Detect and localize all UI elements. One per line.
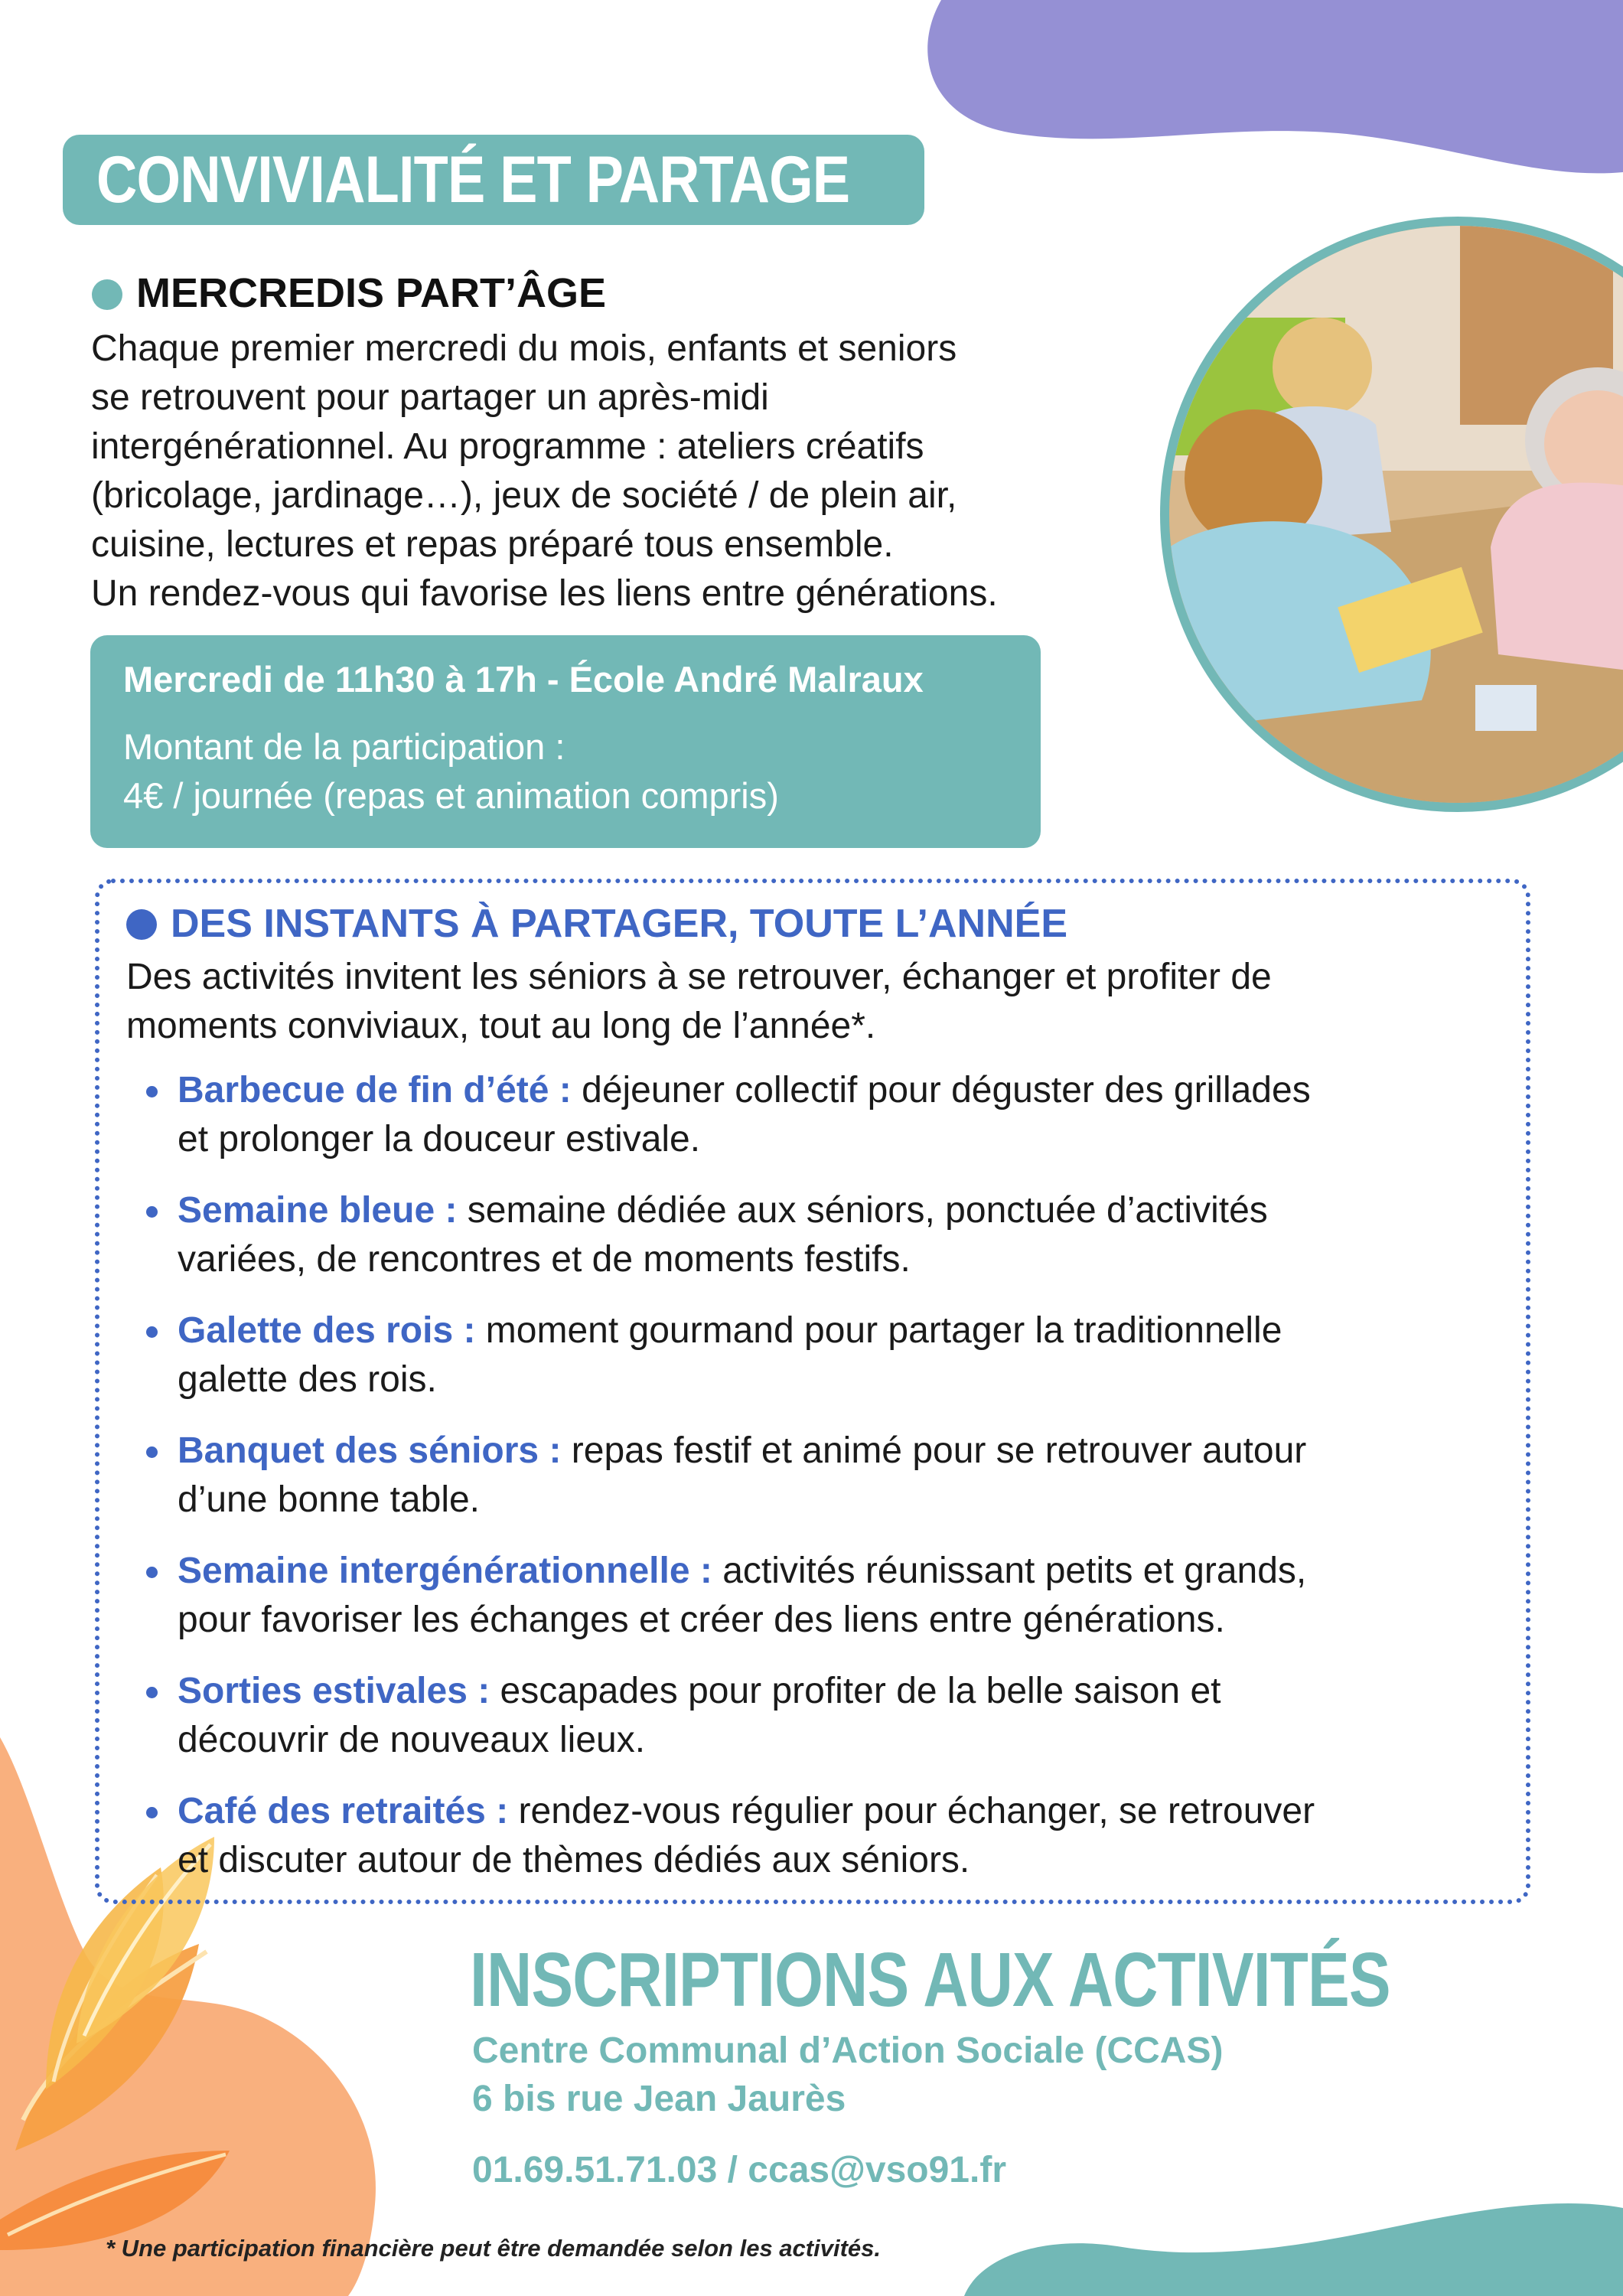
section-paragraph	[91, 325, 1162, 618]
list-item	[144, 1066, 1521, 1164]
bullet-dot-icon	[126, 909, 157, 940]
activity-desc: repas festif et animé pour se retrouver autour	[561, 1430, 1307, 1471]
list-item	[144, 1186, 1521, 1284]
paragraph-line: intergénérationnel. Au programme : ateliers créatifs	[91, 426, 924, 467]
activity-desc-cont: variées, de rencontres et de moments festifs.	[178, 1239, 911, 1280]
activity-term: Barbecue de fin d’été :	[178, 1070, 572, 1110]
paragraph-line: (bricolage, jardinage…), jeux de société / de plein air,	[91, 475, 957, 516]
activity-term: Café des retraités :	[178, 1791, 509, 1831]
inscriptions-title: INSCRIPTIONS AUX ACTIVITÉS	[470, 1937, 1390, 2023]
activity-desc: moment gourmand pour partager la traditionnelle	[475, 1310, 1282, 1351]
contact-info[interactable]: 01.69.51.71.03 / ccas@vso91.fr	[472, 2150, 1006, 2190]
activities-intro	[126, 953, 1272, 1051]
activity-desc-cont: découvrir de nouveaux lieux.	[178, 1720, 646, 1760]
activity-desc-cont: et discuter autour de thèmes dédiés aux séniors.	[178, 1840, 970, 1880]
activity-desc: déjeuner collectif pour déguster des grillades	[571, 1070, 1311, 1110]
section-heading-instants	[126, 897, 1067, 951]
list-item	[144, 1667, 1521, 1765]
activity-desc-cont: d’une bonne table.	[178, 1479, 481, 1520]
paragraph-line: Un rendez-vous qui favorise les liens entre générations.	[91, 573, 998, 614]
activity-desc: activités réunissant petits et grands,	[712, 1551, 1307, 1591]
bullet-dot-icon	[92, 279, 122, 310]
activity-desc: semaine dédiée aux séniors, ponctuée d’activités	[457, 1190, 1268, 1231]
organisation-name: Centre Communal d’Action Sociale (CCAS)	[472, 2030, 1224, 2071]
section-heading-mercredis	[92, 266, 606, 320]
info-schedule: Mercredi de 11h30 à 17h - École André Malraux	[123, 659, 924, 700]
info-box	[90, 635, 1041, 848]
paragraph-line: se retrouvent pour partager un après-midi	[91, 377, 769, 418]
list-item	[144, 1547, 1521, 1645]
list-item	[144, 1427, 1521, 1525]
photo-illustration	[1169, 226, 1623, 803]
activity-term: Banquet des séniors :	[178, 1430, 562, 1471]
activity-desc: escapades pour profiter de la belle saison et	[490, 1671, 1221, 1711]
list-item	[144, 1306, 1521, 1404]
activities-list	[144, 1066, 1521, 1907]
header-banner	[63, 135, 924, 225]
activity-desc-cont: pour favoriser les échanges et créer des liens entre générations.	[178, 1600, 1225, 1640]
activity-term: Semaine intergénérationnelle :	[178, 1551, 712, 1591]
activity-desc-cont: et prolonger la douceur estivale.	[178, 1119, 701, 1159]
activity-desc: rendez-vous régulier pour échanger, se retrouver	[508, 1791, 1315, 1831]
section-heading-text: MERCREDIS PART’ÂGE	[136, 270, 607, 316]
intro-line: moments conviviaux, tout au long de l’année*.	[126, 1006, 876, 1046]
section-heading-text: DES INSTANTS À PARTAGER, TOUTE L’ANNÉE	[171, 902, 1068, 946]
info-price-value: 4€ / journée (repas et animation compris)	[123, 775, 779, 816]
list-item	[144, 1787, 1521, 1885]
banner-title: CONVIVIALITÉ ET PARTAGE	[96, 143, 850, 217]
paragraph-line: Chaque premier mercredi du mois, enfants et seniors	[91, 328, 957, 369]
paragraph-line: cuisine, lectures et repas préparé tous ensemble.	[91, 524, 894, 565]
footnote: * Une participation financière peut être demandée selon les activités.	[106, 2235, 881, 2262]
intro-line: Des activités invitent les séniors à se retrouver, échanger et profiter de	[126, 957, 1272, 997]
organisation-address: 6 bis rue Jean Jaurès	[472, 2079, 846, 2119]
activity-term: Sorties estivales :	[178, 1671, 490, 1711]
activity-photo	[1160, 217, 1623, 812]
activity-desc-cont: galette des rois.	[178, 1359, 437, 1400]
activity-term: Galette des rois :	[178, 1310, 476, 1351]
activity-term: Semaine bleue :	[178, 1190, 458, 1231]
info-price-label: Montant de la participation :	[123, 726, 565, 767]
